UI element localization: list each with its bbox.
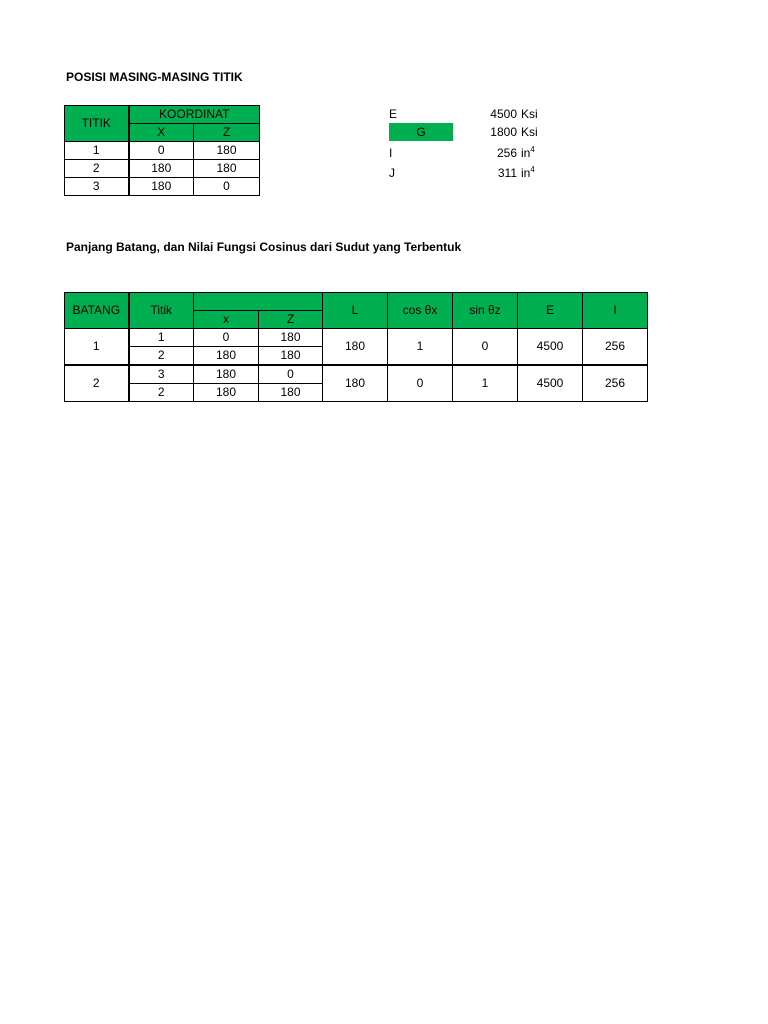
cell-z: 180 — [259, 329, 323, 347]
property-value: 4500 — [490, 107, 517, 121]
header-titik: Titik — [129, 293, 194, 329]
property-unit: Ksi — [521, 125, 538, 139]
cell-x: 0 — [129, 142, 194, 160]
cell-z: 0 — [194, 178, 260, 196]
cell-titik: 1 — [129, 329, 194, 347]
cell-z: 180 — [194, 142, 260, 160]
table-row — [65, 178, 260, 196]
property-label: G — [389, 123, 453, 141]
header-i: I — [583, 293, 648, 329]
cell-i: 256 — [583, 365, 648, 402]
property-j — [389, 164, 549, 182]
cell-x: 180 — [129, 178, 194, 196]
titik-coordinates-table — [64, 105, 260, 196]
batang-table — [64, 292, 648, 402]
cell-cos: 0 — [388, 365, 453, 402]
header-z: Z — [194, 124, 260, 142]
section-title-posisi: POSISI MASING-MASING TITIK — [66, 70, 243, 84]
cell-e: 4500 — [518, 365, 583, 402]
table-row — [65, 365, 648, 384]
header-l: L — [323, 293, 388, 329]
cell-titik: 2 — [65, 160, 129, 178]
property-label: I — [389, 146, 393, 160]
cell-z: 180 — [194, 160, 260, 178]
header-koordinat: KOORDINAT — [129, 106, 260, 124]
table-row — [65, 142, 260, 160]
header-batang: BATANG — [65, 293, 129, 329]
property-label: J — [389, 166, 395, 180]
cell-sin: 0 — [453, 329, 518, 366]
header-e: E — [518, 293, 583, 329]
property-i — [389, 144, 549, 162]
cell-titik: 3 — [129, 365, 194, 384]
table-row — [65, 160, 260, 178]
cell-l: 180 — [323, 365, 388, 402]
cell-x: 0 — [194, 329, 259, 347]
header-x: x — [194, 311, 259, 329]
header-koordinat-blank — [194, 293, 323, 311]
property-value: 256 — [496, 146, 517, 160]
property-e — [389, 105, 549, 123]
header-x: X — [129, 124, 194, 142]
cell-x: 180 — [194, 384, 259, 402]
cell-z: 0 — [259, 365, 323, 384]
cell-x: 180 — [194, 365, 259, 384]
cell-sin: 1 — [453, 365, 518, 402]
property-unit: $in^4$ — [521, 145, 535, 160]
cell-batang: 2 — [65, 365, 129, 402]
cell-x: 180 — [194, 347, 259, 366]
cell-batang: 1 — [65, 329, 129, 366]
property-value: 311 — [497, 166, 517, 180]
cell-titik: 2 — [129, 347, 194, 366]
property-unit: $in^4$ — [521, 165, 535, 180]
property-unit: Ksi — [521, 107, 538, 121]
header-z: Z — [259, 311, 323, 329]
table-row — [65, 329, 648, 347]
cell-cos: 1 — [388, 329, 453, 366]
header-titik: TITIK — [65, 106, 129, 142]
cell-i: 256 — [583, 329, 648, 366]
cell-titik: 3 — [65, 178, 129, 196]
property-g — [389, 123, 549, 141]
cell-l: 180 — [323, 329, 388, 366]
property-label: E — [389, 107, 398, 121]
cell-x: 180 — [129, 160, 194, 178]
section-title-panjang-batang: Panjang Batang, dan Nilai Fungsi Cosinus dari Sudut yang Terbentuk — [66, 240, 462, 254]
header-cos: cos θx — [388, 293, 453, 329]
header-sin: sin θz — [453, 293, 518, 329]
property-value: 1800 — [490, 125, 517, 139]
cell-e: 4500 — [518, 329, 583, 366]
cell-titik: 1 — [65, 142, 129, 160]
cell-z: 180 — [259, 384, 323, 402]
cell-z: 180 — [259, 347, 323, 366]
cell-titik: 2 — [129, 384, 194, 402]
